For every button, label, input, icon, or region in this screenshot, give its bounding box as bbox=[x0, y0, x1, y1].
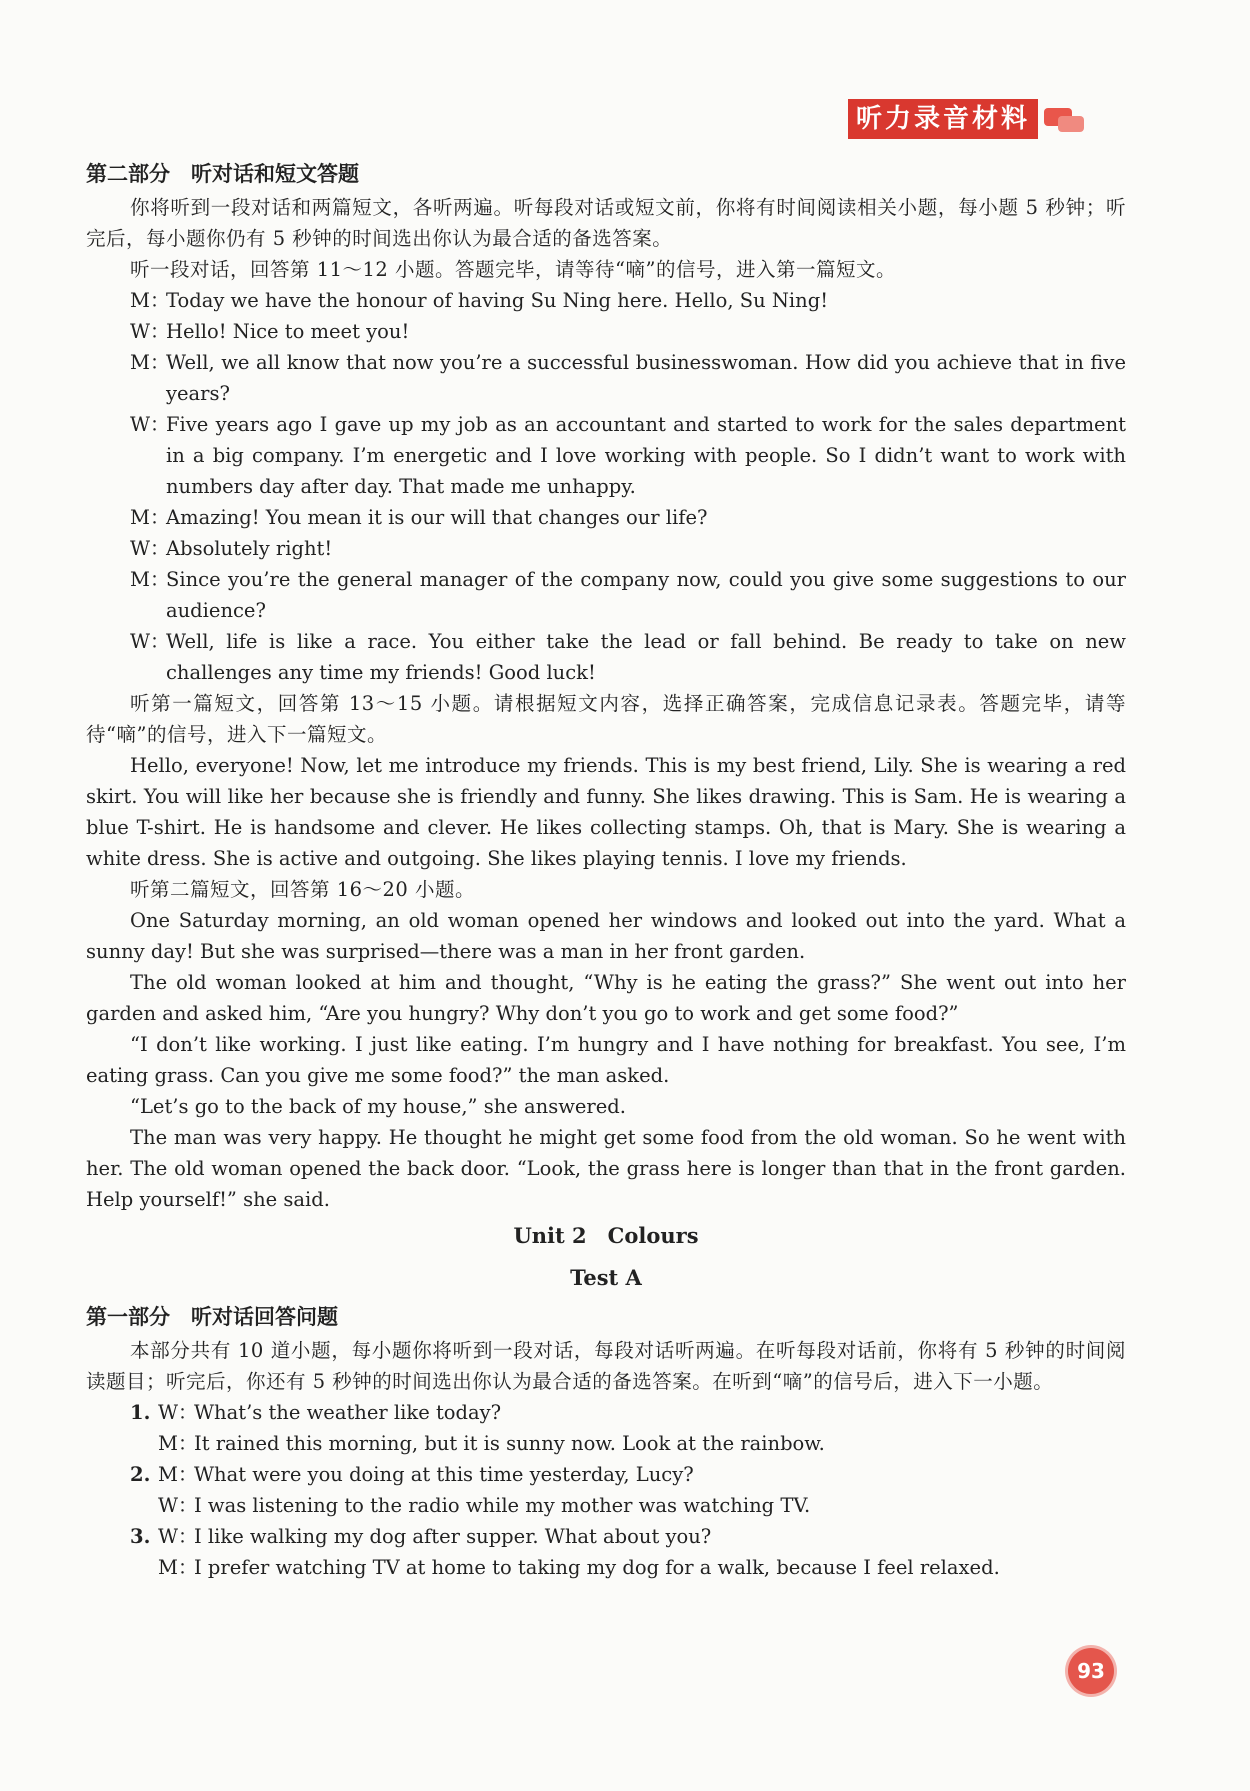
dialogue-text: I was listening to the radio while my mother was watching TV. bbox=[194, 1494, 811, 1517]
dialogue-text: Today we have the honour of having Su Ning here. Hello, Su Ning! bbox=[166, 289, 829, 312]
header-badge-text: 听力录音材料 bbox=[848, 99, 1038, 139]
dialogue-text: Hello! Nice to meet you! bbox=[166, 320, 410, 343]
page-number: 93 bbox=[1068, 1648, 1114, 1694]
part1-intro: 本部分共有 10 道小题，每小题你将听到一段对话，每段对话听两遍。在听每段对话前，你将有 5 秒钟的时间阅读题目；听完后，你还有 5 秒钟的时间选出你认为最合适的备选答案。在听到“嘀”的信号后，进入下一小题。 bbox=[86, 1339, 1126, 1393]
dialogue-line bbox=[86, 564, 1126, 626]
question-number: 3. bbox=[130, 1525, 151, 1548]
speaker-label: M： bbox=[130, 351, 170, 374]
dialogue bbox=[86, 285, 1126, 688]
test-title: Test A bbox=[570, 1265, 642, 1290]
passage2-paragraph: “I don’t like working. I just like eating. I’m hungry and I have nothing for breakfast. You see, I’m eating grass. Can you give me some food?” the man asked. bbox=[86, 1033, 1126, 1087]
dialogue-line bbox=[86, 533, 1126, 564]
dialogue-text: What’s the weather like today? bbox=[194, 1401, 502, 1424]
dialogue-text: I like walking my dog after supper. What about you? bbox=[194, 1525, 712, 1548]
dialogue-line bbox=[86, 502, 1126, 533]
speech-bubble-icon bbox=[1044, 106, 1084, 132]
question-item bbox=[86, 1521, 1126, 1552]
speaker-label: M： bbox=[130, 506, 170, 529]
page-content bbox=[86, 156, 1126, 1583]
question-line bbox=[86, 1490, 1126, 1521]
dialogue-line bbox=[86, 285, 1126, 316]
speaker-label: M： bbox=[130, 568, 170, 591]
dialogue-text: Since you’re the general manager of the company now, could you give some suggestions to our audience? bbox=[166, 568, 1126, 622]
speaker-label: W： bbox=[158, 1494, 198, 1517]
passage2-paragraph: The old woman looked at him and thought, “Why is he eating the grass?” She went out into her garden and asked him, “Are you hungry? Why don’t you go to work and get some food?” bbox=[86, 971, 1126, 1025]
dialogue-text: Well, we all know that now you’re a successful businesswoman. How did you achieve that in five years? bbox=[166, 351, 1126, 405]
dialogue-text: Well, life is like a race. You either take the lead or fall behind. Be ready to take on new challenges any time my friends! Good luck! bbox=[166, 630, 1126, 684]
dialogue-text: It rained this morning, but it is sunny now. Look at the rainbow. bbox=[194, 1432, 825, 1455]
dialogue-line bbox=[86, 347, 1126, 409]
speaker-label: W： bbox=[130, 320, 170, 343]
question-number: 1. bbox=[130, 1401, 151, 1424]
speaker-label: W： bbox=[130, 630, 170, 653]
dialogue-text: Five years ago I gave up my job as an accountant and started to work for the sales department in a big company. I’m energetic and I love working with people. So I didn’t want to work with numbers day after day. That made me unhappy. bbox=[166, 413, 1126, 498]
speaker-label: M： bbox=[158, 1556, 198, 1579]
dialogue-line bbox=[86, 316, 1126, 347]
question-line bbox=[86, 1428, 1126, 1459]
question-item bbox=[86, 1459, 1126, 1490]
question-item bbox=[86, 1397, 1126, 1428]
question-list bbox=[86, 1397, 1126, 1583]
speaker-label: W： bbox=[130, 537, 170, 560]
speaker-label: M： bbox=[158, 1432, 198, 1455]
passage2-paragraph: The man was very happy. He thought he might get some food from the old woman. So he went with her. The old woman opened the back door. “Look, the grass here is longer than that in the front garden. Help yourself!” she said. bbox=[86, 1126, 1126, 1211]
question-number: 2. bbox=[130, 1463, 151, 1486]
dialogue-line bbox=[86, 409, 1126, 502]
dialogue-line bbox=[86, 626, 1126, 688]
dialogue-text: What were you doing at this time yesterday, Lucy? bbox=[194, 1463, 694, 1486]
speaker-label: W： bbox=[158, 1525, 198, 1548]
passage1-intro: 听第一篇短文，回答第 13～15 小题。请根据短文内容，选择正确答案，完成信息记录表。答题完毕，请等待“嘀”的信号，进入下一篇短文。 bbox=[86, 692, 1126, 746]
part2-intro: 你将听到一段对话和两篇短文，各听两遍。听每段对话或短文前，你将有时间阅读相关小题，每小题 5 秒钟；听完后，每小题你仍有 5 秒钟的时间选出你认为最合适的备选答案。 bbox=[86, 196, 1126, 250]
dialogue-text: I prefer watching TV at home to taking my dog for a walk, because I feel relaxed. bbox=[194, 1556, 1000, 1579]
dialogue-intro: 听一段对话，回答第 11～12 小题。答题完毕，请等待“嘀”的信号，进入第一篇短文。 bbox=[130, 258, 896, 281]
unit-title: Unit 2 Colours bbox=[513, 1223, 699, 1248]
passage2-paragraph: One Saturday morning, an old woman opened her windows and looked out into the yard. What a sunny day! But she was surprised—there was a man in her front garden. bbox=[86, 909, 1126, 963]
part2-title: 第二部分 听对话和短文答题 bbox=[86, 162, 359, 186]
dialogue-text: Amazing! You mean it is our will that changes our life? bbox=[166, 506, 708, 529]
passage2-intro: 听第二篇短文，回答第 16～20 小题。 bbox=[130, 878, 476, 901]
part1-title: 第一部分 听对话回答问题 bbox=[86, 1305, 338, 1329]
speaker-label: W： bbox=[158, 1401, 198, 1424]
passage2-paragraph: “Let’s go to the back of my house,” she answered. bbox=[130, 1095, 626, 1118]
dialogue-text: Absolutely right! bbox=[166, 537, 333, 560]
speaker-label: W： bbox=[130, 413, 170, 436]
question-line bbox=[86, 1552, 1126, 1583]
speaker-label: M： bbox=[130, 289, 170, 312]
speaker-label: M： bbox=[158, 1463, 198, 1486]
header-badge bbox=[848, 98, 1084, 140]
passage1-text: Hello, everyone! Now, let me introduce my friends. This is my best friend, Lily. She is wearing a red skirt. You will like her because she is friendly and funny. She likes drawing. This is Sam. He is wearing a blue T-shirt. He is handsome and clever. He likes collecting stamps. Oh, that is Mary. She is wearing a white dress. She is active and outgoing. She likes playing tennis. I love my friends. bbox=[86, 754, 1126, 870]
